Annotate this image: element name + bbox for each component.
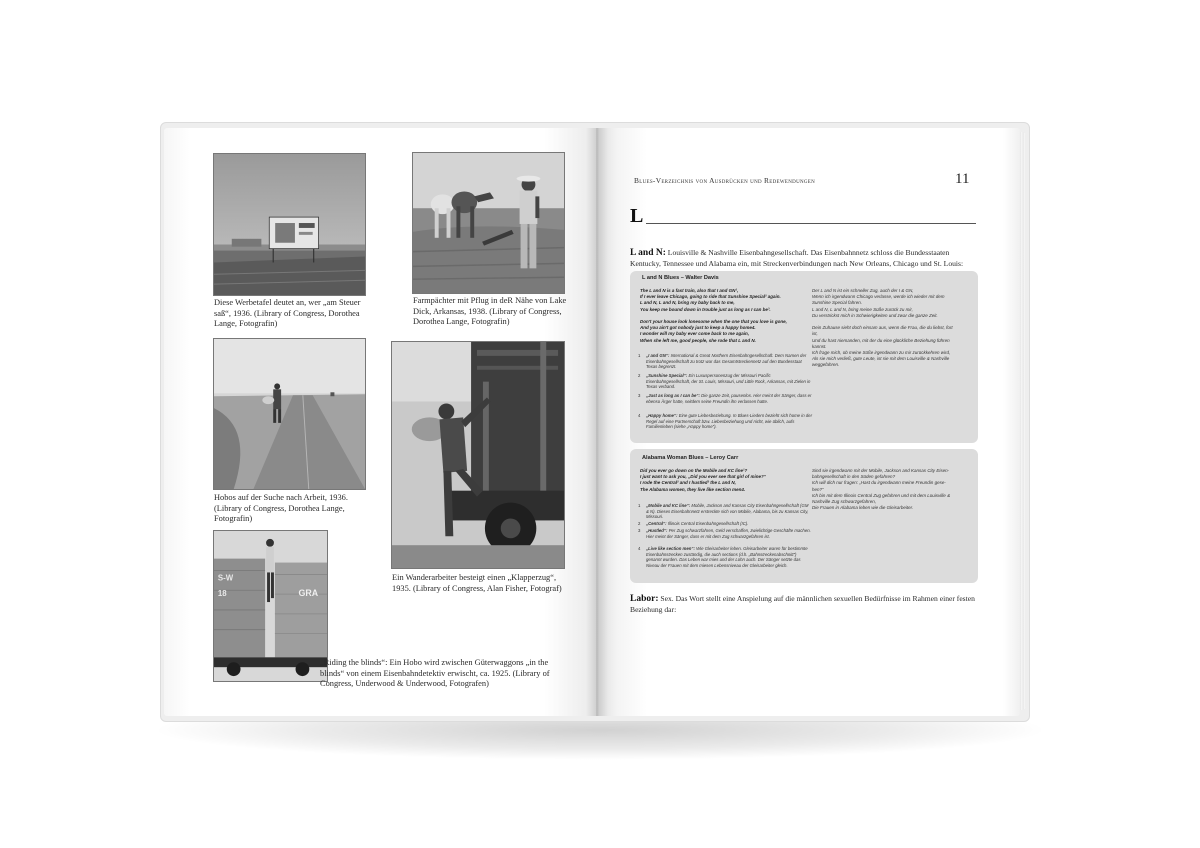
- page-number: 11: [955, 171, 970, 187]
- billboard-image: [214, 154, 365, 295]
- svg-text:18: 18: [217, 589, 227, 599]
- caption-hobos: Hobos auf der Suche nach Arbeit, 1936. (Library of Congress, Dorothea Lange, Fotografin): [214, 493, 348, 524]
- photo-wanderer: [391, 341, 565, 569]
- photo-farmer: [412, 152, 565, 294]
- caption-farmer: Farmpächter mit Pflug in deR Nähe von Lake Dick, Arkansas, 1938. (Library of Congress, Dorothea Lange, Fotografin): [413, 296, 567, 327]
- footnote: 4 „Live like section men“: Wie Gleisarbeiter leben. Gleisarbeiter waren für bestimmte Eisenbahnstrecken zuständig, die auch sections (d.h. „Bahnstreckenabschnitt“) genannt wurden. Das Leben war mies und der Lohn auch. Der Sänger setzte das Niveau der Frauen mit dem miesen Lebensniveau der Gleisarbeiter gleich.: [638, 546, 808, 568]
- caption-wanderer: Ein Wanderarbeiter besteigt einen „Klapperzug“, 1935. (Library of Congress, Alan Fisher, Fotograf): [392, 573, 562, 593]
- entry-l-and-n: [630, 248, 980, 268]
- footnote: 3 „Just as long as I can be“: Die ganze Zeit, pausenlos. Hier meint der Sänger, dass er ebenso Ärger hatte, seitdem seine Freundin ihn verlassen hatte.: [638, 393, 812, 404]
- photo-billboard: [213, 153, 366, 296]
- caption-blinds: „Riding the blinds“: Ein Hobo wird zwischen Güterwaggons „in the blinds“ von einem Eisenbahndetektiv erwischt, ca. 1925. (Library of Congress, Underwood & Underwood, Fotografen): [320, 658, 550, 689]
- footnote: 3 „Hustled“: Per Zug schwarzfahren, Geld verschaffen, zwielichtige Geschäfte machen. Hier meint der Sänger, dass er mit dem Zug schwarzgefahren ist.: [638, 528, 811, 539]
- photo-hobos: [213, 338, 366, 490]
- footnote: 1 „Mobile and KC line“: Mobile, Jackson and Kansas City Eisenbahngesellschaft (GM & N). Dieses Eisenbahnnetz erstreckte sich von Mobile, Alabama, bis zu Kansas City, Missouri.: [638, 503, 809, 520]
- running-head: Blues-Verzeichnis von Ausdrücken und Redewendungen: [634, 176, 816, 185]
- farmer-image: [413, 153, 564, 293]
- entry-term: L and N:: [630, 248, 666, 258]
- box-title: L and N Blues – Walter Davis: [642, 275, 719, 281]
- blinds-image: [214, 531, 327, 681]
- footnote: 1 „I and GN“: International & Great Northern Eisenbahngesellschaft. Dem Namen der Eisenbahngesellschaft zu trotz war das Gesamtstreckennetz auf den Bundesstaat Texas begrenzt.: [638, 353, 807, 370]
- photo-blinds: [213, 530, 328, 682]
- footnote: 2 „Central“: Illinois Central Eisenbahngesellschaft (IC).: [638, 521, 749, 526]
- caption-billboard: Diese Werbetafel deutet an, wer „am Steuer saß“, 1936. (Library of Congress, Dorothea Lange, Fotografin): [214, 298, 361, 329]
- sign-text: GRA: [298, 588, 319, 599]
- footnote: 2 „Sunshine Special“: Ein Luxuspersonenzug der Missouri Pacific Eisenbahngesellschaft, der St. Louis, Missouri, und Little Rock, Arkansas, mit Zielen in Texas verband.: [638, 373, 811, 390]
- entry-text: Sex. Das Wort stellt eine Anspielung auf die männlichen sexuellen Bedürfnisse im Rahmen einer festen Beziehung dar:: [630, 594, 975, 614]
- box-title: Alabama Woman Blues – Leroy Carr: [642, 455, 739, 461]
- wanderer-image: [392, 342, 564, 568]
- entry-text: Louisville & Nashville Eisenbahngesellschaft. Das Eisenbahnnetz schloss die Bundesstaaten Kentucky, Tennessee und Alabama ein, mit Streckenverbindungen nach New Orleans, Chicago und St. Louis:: [630, 248, 964, 268]
- entry-labor: [630, 594, 980, 614]
- footnote: 4 „Happy home“: Eine gute Liebesbeziehung. In Blues-Liedern bezieht sich home in der Regel auf eine Partnerschaft bzw. Liebesbeziehung und nicht, wie üblich, aufs Familienleben (siehe „Happy home“).: [638, 413, 813, 430]
- lyrics-german: Der L and N ist ein schneller Zug, auch der I & GN, Wenn ich irgendwann Chicago verlasse, werde ich wieder mit dem Sunshine Special fahren. L and N, L and N, bring meine Süße zurück zu mir, Du verstrickst mich in Schwierigkeiten und zwar die ganze Zeit. Dein Zuhause sieht doch einsam aus, wenn die Frau, die du liebst, fort ist, Und du hast niemanden, mit der du eine glückliche Beziehung führen kannst. Ich frage mich, ob meine Süße irgendwann zu mir zurückkehren wird, Als sie mich verließ, gute Leute, ist sie mit dem Louisville & Nashville weggefahren.: [812, 288, 953, 368]
- svg-text:S-W: S-W: [217, 573, 234, 583]
- lyrics-english: The L and N is a fast train, also that I and GN¹, If I ever leave Chicago, going to ride that Sunshine Special² again. L and N, L and N, bring my baby back to me, You keep me bound down in trouble just as long as I can be³. Don't your house look lonesome when the one that you love is gone, And you ain't got nobody just to keep a happy home4. I wonder will my baby ever come back to me again, When she left me, good people, she rode that L and N.: [640, 288, 787, 343]
- lyrics-german: Sind sie irgendwann mit der Mobile, Jackson and Kansas City Eisen- bahngesellschaft in den Süden gefahren? Ich will dich nur fragen: „Hast du irgendwann meine Freundin gese- hen?“ Ich bin mit dem Illinois Central Zug gefahren und mit dem Louisville & Nashville Zug schwarzgefahren, Die Frauen in Alabama leben wie die Gleisarbeiter.: [812, 468, 951, 511]
- hobos-image: [214, 339, 365, 489]
- letter-heading: L: [630, 205, 644, 227]
- entry-term: Labor:: [630, 594, 659, 604]
- lyrics-english: Did you ever go down on the Mobile and KC line¹? I just want to ask you, „Did you ever see that girl of mine?“ I rode the Central² and I hustled³ the L and N, The Alabama women, they live like section men4.: [640, 468, 767, 492]
- book-gutter: [586, 128, 608, 716]
- heading-rule: [646, 223, 976, 224]
